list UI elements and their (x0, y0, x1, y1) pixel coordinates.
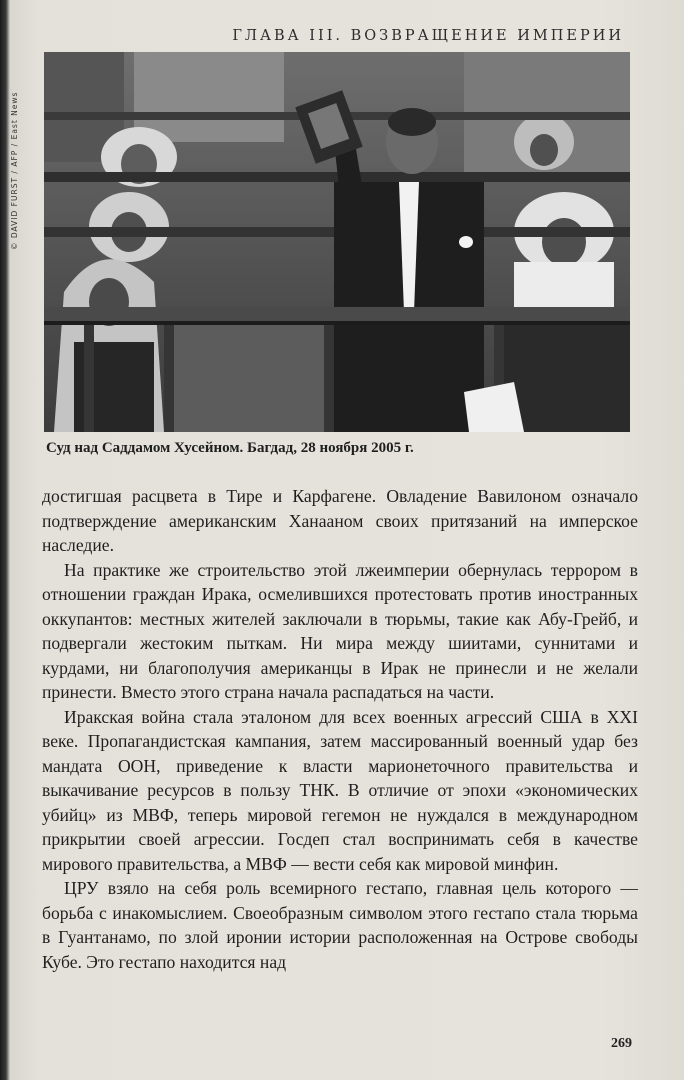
photo-credit: © DAVID FURST / AFP / East News (10, 91, 19, 250)
photo-caption: Суд над Саддамом Хусейном. Багдад, 28 ноября 2005 г. (46, 440, 414, 456)
trial-photo (44, 52, 630, 432)
paragraph: достигшая расцвета в Тире и Карфагене. Овладение Вавилоном означало подтверждение американским Ханааном своих притязаний на имперское наследие. (42, 486, 638, 555)
paragraph: На практике же строительство этой лжеимперии обернулась террором в отношении граждан Ирака, осмелившихся протестовать против иностранных оккупантов: местных жителей заключали в тюрьмы, такие как Абу-Грейб, и подвергали жестоким пыткам. Ни мира между шиитами, суннитами и курдами, ни благополучия американцы в Ирак не принесли и не желали принести. Вместо этого страна начала распадаться на части. (42, 559, 638, 702)
paragraph: ЦРУ взяло на себя роль всемирного гестапо, главная цель которого — борьба с инакомыслием. Своеобразным символом этого гестапо стала тюрьма в Гуантанамо, по злой иронии истории расположенная на Острове свободы Кубе. Это гестапо находится над (42, 878, 638, 972)
paragraph: Иракская война стала эталоном для всех военных агрессий США в XXI веке. Пропагандистская кампания, затем массированный военный удар без мандата ООН, приведение к власти марионеточного правительства и выкачивание ресурсов в пользу ТНК. В отличие от эпохи «экономических убийц» из МВФ, теперь мировой гегемон не нуждался в международном прикрытии своей агрессии. Госдеп стал воспринимать себя в качестве мирового правительства, а МВФ — вести себя как мировой минфин. (42, 706, 638, 874)
page-number: 269 (611, 1036, 632, 1051)
running-head: ГЛАВА III. ВОЗВРАЩЕНИЕ ИМПЕРИИ (232, 28, 624, 44)
body-text (42, 484, 638, 974)
